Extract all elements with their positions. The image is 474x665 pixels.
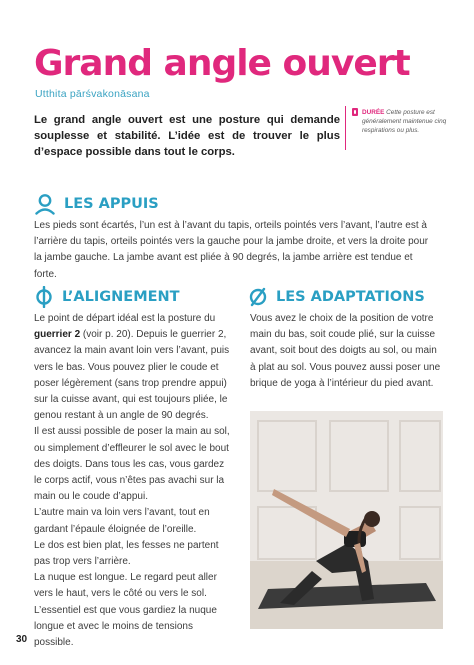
alignement-heading-label: L’ALIGNEMENT [62, 289, 180, 305]
adaptations-heading-label: LES ADAPTATIONS [276, 289, 425, 305]
appuis-heading [34, 193, 159, 215]
sanskrit-subtitle: Utthita pārśvakonāsana [35, 88, 150, 100]
alignement-p3: L’autre main va loin vers l’avant, tout en gardant l’épaule éloignée de l’oreille. [34, 507, 210, 535]
page-number: 30 [16, 634, 28, 645]
appuis-paragraph: Les pieds sont écartés, l’un est à l’avant du tapis, orteils pointés vers l’avant, l’autre est à l’arrière du tapis, orteils pointés vers la gauche pour la jambe droite, et vers la droite pour la jambe gauche. La jambe avant est pliée à 90 degrés, la jambe arrière est tendue et forte. [34, 220, 429, 280]
page-title: Grand angle ouvert [34, 43, 410, 84]
intro-paragraph: Le grand angle ouvert est une posture qui demande souplesse et stabilité. L’idée est de trouver le plus d’espace possible dans tout le corps. [34, 114, 340, 158]
alignement-p5: La nuque est longue. Le regard peut aller vers le haut, vers le côté ou vers le sol. L’essentiel est que vous gardiez la nuque longue et avec le moins de tensions possible. [34, 572, 217, 649]
alignment-icon [34, 286, 54, 308]
sidebar-divider [345, 106, 346, 150]
alignement-text [34, 311, 231, 651]
alignement-p1 [34, 311, 231, 424]
alignement-p4: Le dos est bien plat, les fesses ne partent pas trop vers l’arrière. [34, 539, 219, 568]
yoga-pose-illustration [250, 411, 443, 629]
alignement-heading [34, 286, 180, 308]
duration-label: DURÉE [362, 109, 385, 116]
duration-text: Cette posture est généralement maintenue cinq respirations ou plus. [362, 109, 447, 134]
person-icon [34, 193, 56, 215]
alignement-p1-start: Le point de départ idéal est la posture du [34, 313, 216, 324]
alignement-p2: Il est aussi possible de poser la main au sol, ou simplement d’effleurer le sol avec le bout des doigts. Dans tous les cas, vous gardez le corps actif, vous n’êtes pas avachi sur la main ou le coude d’appui. [34, 426, 230, 503]
guerrier-reference: guerrier 2 [34, 329, 81, 341]
adaptations-heading [248, 286, 425, 308]
duration-note [352, 108, 448, 135]
adaptation-icon [248, 286, 268, 308]
adaptations-paragraph: Vous avez le choix de la position de votre main du bas, soit coude plié, sur la cuisse avant, soit bout des doigts au sol, ou main à plat au sol. Vous pouvez aussi poser une brique de yoga à l’intérieur du pied avant. [250, 313, 441, 389]
pose-photo [250, 411, 443, 629]
alignement-p1-end: (voir p. 20). Depuis le guerrier 2, avancez la main avant loin vers l’avant, puis vers le bas. Vous pouvez plier le coude et poser légèrement (sans trop prendre appui) sur la cuisse avant, qui est toujours pliée, le genou restant à un angle de 90 degrés. [34, 329, 230, 422]
appuis-heading-label: LES APPUIS [64, 196, 159, 212]
